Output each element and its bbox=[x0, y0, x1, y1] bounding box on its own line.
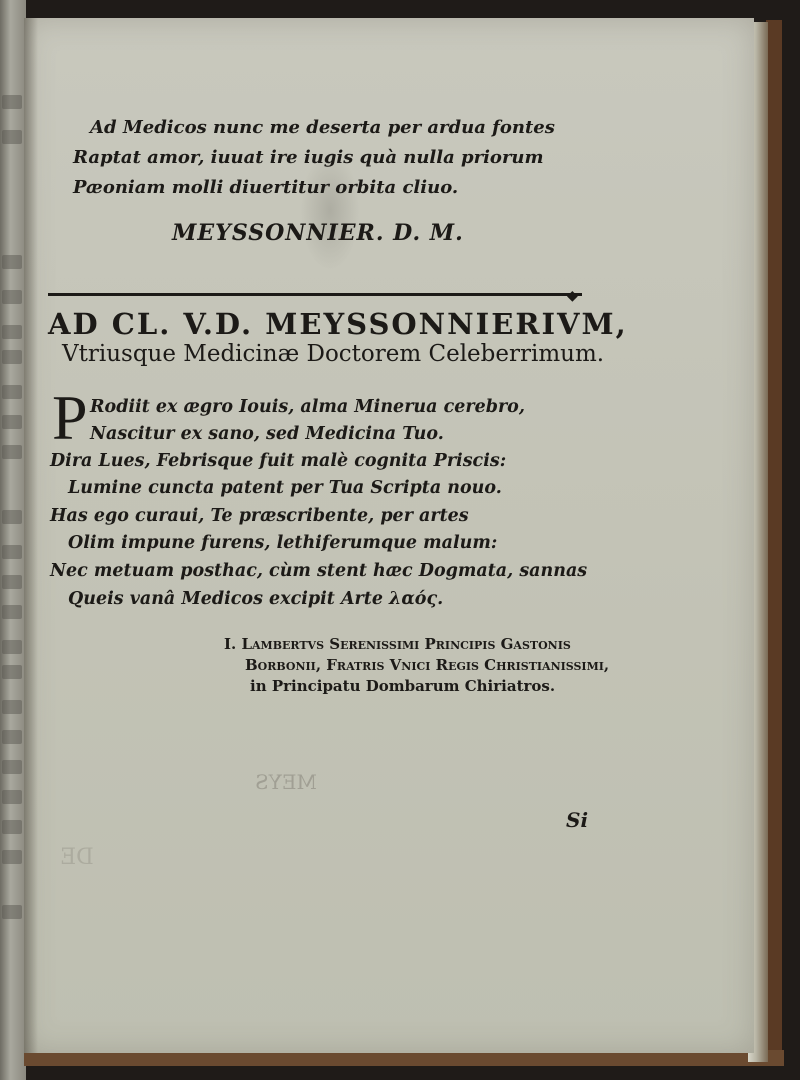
poem-line-6: Olim impune furens, lethiferumque malum: bbox=[68, 533, 498, 553]
attribution-line-2: Borbonii, Fratris Vnici Regis Christianissimi, bbox=[245, 656, 610, 674]
poem-line-2: Nascitur ex sano, sed Medicina Tuo. bbox=[90, 424, 444, 444]
poem-line-3: Dira Lues, Febrisque fuit malè cognita Priscis: bbox=[50, 451, 507, 471]
rule-ornament: ◆ bbox=[567, 288, 578, 304]
show-through-text-lower: DE bbox=[60, 845, 94, 870]
dedication-heading: AD CL. V.D. MEYSSONNIERIVM, bbox=[48, 307, 628, 341]
poem-line-8: Queis vanâ Medicos excipit Arte λαός. bbox=[68, 589, 444, 609]
verse-line-1: Ad Medicos nunc me deserta per ardua fontes bbox=[90, 117, 555, 138]
catchword: Si bbox=[566, 808, 589, 832]
dedication-subheading: Vtriusque Medicinæ Doctorem Celeberrimum. bbox=[62, 341, 605, 367]
poem-line-4: Lumine cuncta patent per Tua Scripta nouo. bbox=[68, 478, 502, 498]
attribution-line-1: I. Lambertvs Serenissimi Principis Gastonis bbox=[224, 635, 571, 653]
verse-line-3: Pæoniam molli diuertitur orbita cliuo. bbox=[73, 177, 459, 198]
horizontal-rule bbox=[48, 293, 582, 296]
page-gutter-shadow bbox=[24, 18, 38, 1053]
poem-line-7: Nec metuam posthac, cùm stent hæc Dogmata, sannas bbox=[50, 561, 588, 581]
ink-bleed-stain bbox=[300, 150, 360, 270]
verse-signature: MEYSSONNIER. D. M. bbox=[172, 220, 464, 246]
verse-line-2: Raptat amor, iuuat ire iugis quà nulla priorum bbox=[73, 147, 544, 168]
poem-line-1: Rodiit ex ægro Iouis, alma Minerua cerebro, bbox=[90, 397, 525, 417]
poem-line-5: Has ego curaui, Te præscribente, per artes bbox=[50, 506, 469, 526]
book-cover-board bbox=[766, 20, 782, 1065]
previous-page-edge bbox=[0, 0, 26, 1080]
show-through-text: MEYS bbox=[255, 770, 317, 794]
drop-cap: P bbox=[52, 382, 88, 453]
attribution-line-3: in Principatu Dombarum Chiriatros. bbox=[250, 677, 556, 695]
